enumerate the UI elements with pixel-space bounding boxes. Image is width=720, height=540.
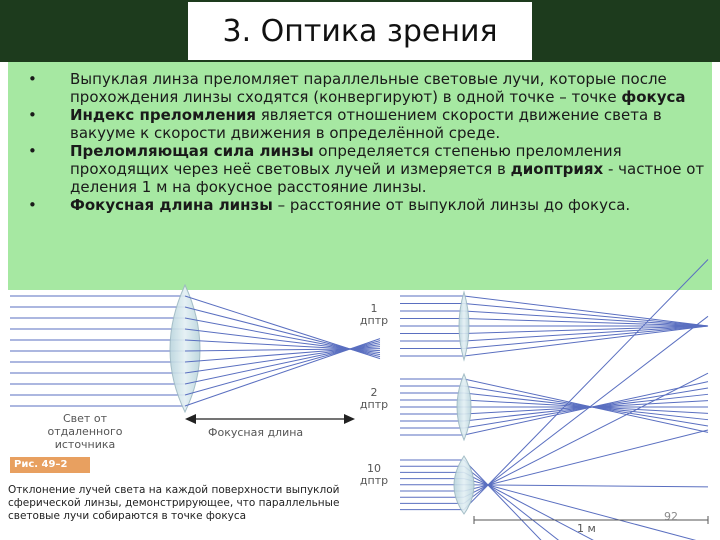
bullet-text: определяется степенью преломления проходящих через неё световых лучей и измеряется в [70,142,622,178]
bold-term: Индекс преломления [70,106,256,124]
converging-ray [185,349,350,384]
converging-ray [464,311,708,326]
focal-length-label: Фокусная длина [208,426,304,439]
converging-ray [185,349,350,406]
page-number: 92 [664,510,678,523]
diverging-ray [488,485,708,487]
bold-term: фокуса [621,88,686,106]
lens-1-diopter [459,292,469,360]
big-lens-converging-rays [185,296,380,406]
bullet-marker: • [28,142,37,160]
converging-ray [464,296,708,326]
converging-ray [464,407,592,435]
bullet-marker: • [28,106,37,124]
bullet-text: является отношением скорости движение света в вакууме к скорости движения в определённой среде. [70,106,662,142]
bullet-text: Выпуклая линза преломляет параллельные световые лучи, которые после прохождения линзы сходятся (конвергируют) в одной точке – точке [70,70,667,106]
bullet-text: – расстояние от выпуклой линзы до фокуса. [272,196,631,214]
diverging-ray [592,407,708,420]
converging-ray [464,393,592,407]
diverging-ray [488,430,708,485]
diopter-10-label: 10 дптр [359,462,389,487]
diverging-ray [592,394,708,407]
bullet-marker: • [28,70,37,88]
focal-length-arrow [185,414,355,424]
bold-term: диоптриях [510,160,604,178]
converging-ray [464,379,592,407]
converging-ray [185,307,350,349]
figure-code-badge: Рис. 49–2 [10,457,90,473]
diverging-ray [488,316,708,485]
converging-ray [464,326,708,356]
bullet-marker: • [28,196,37,214]
figure-caption: Отклонение лучей света на каждой поверхности выпуклой сферической линзы, демонстрирующее, что параллельные световые лучи собираются в точке фокуса [8,484,340,522]
meter-label: 1 м [577,522,596,535]
big-lens [170,285,200,412]
bold-term: Фокусная длина линзы [70,196,273,214]
converging-ray [464,326,708,341]
converging-ray [464,407,592,421]
slide-title: 3. Оптика зрения [222,13,498,49]
diopter-ray-diagrams [400,260,708,540]
diverging-ray [592,407,708,432]
big-lens-rays [10,296,185,406]
bold-term: Преломляющая сила линзы [70,142,314,160]
converging-ray [185,349,350,373]
bullet-text: - частное от деления 1 м на фокусное расстояние линзы. [70,160,705,196]
converging-ray [185,329,350,349]
light-source-label: Свет от отдаленного источника [47,412,123,451]
lens-10-diopter [454,456,474,514]
lens-2-diopter [457,374,471,440]
diverging-ray [488,260,708,486]
diverging-ray [488,373,708,485]
diopter-2-label: 2 дптр [359,386,389,411]
diopter-1-label: 1 дптр [359,302,389,327]
